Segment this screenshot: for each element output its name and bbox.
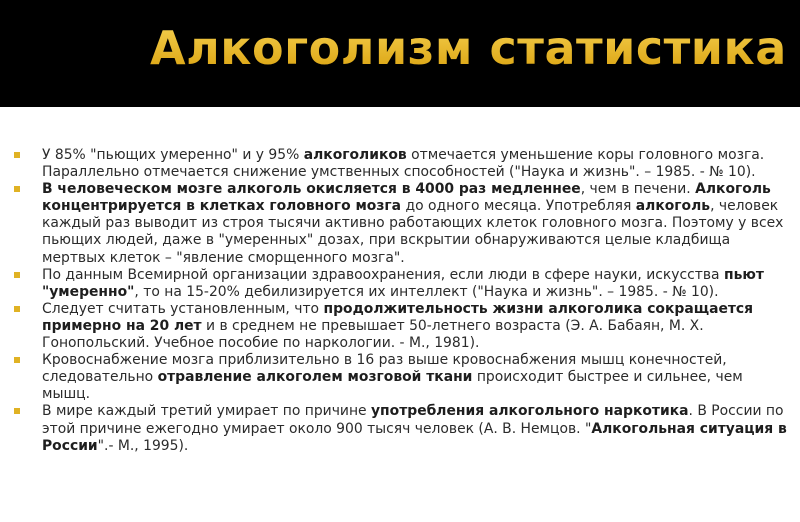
body-text: , то на 15-20% дебилизируется их интеллект ("Наука и жизнь". – 1985. - № 10). [134,283,719,300]
bullet-item [14,147,788,181]
body-text: У 85% "пьющих умеренно" и у 95% [42,147,304,163]
bullet-item [14,181,788,266]
body-text: и в среднем не превышает 50-летнего возраста (Э. А. Бабаян, М. Х. Гонопольский. Учебное пособие по наркологии. - М., 1981). [42,317,704,352]
square-bullet-icon [14,357,20,363]
bold-text: употребления алкогольного наркотика [371,403,689,420]
bullet-item [14,301,788,352]
body-text: В мире каждый третий умирает по причине [42,403,371,420]
body-text: происходит быстрее и сильнее, чем мышц. [42,369,743,403]
bullet-item [14,403,788,454]
square-bullet-icon [14,408,20,414]
bold-text: пьют "умеренно" [42,266,764,300]
bold-text: алкоголь [635,198,711,215]
square-bullet-icon [14,272,20,278]
bold-text: Алкогольная ситуация в России [42,420,787,454]
bold-text: отравление алкоголем мозговой ткани [157,369,473,386]
title-bar [0,0,800,107]
body-text: . В России по этой причине ежегодно умирает около 900 тысяч человек (А. В. Немцов. " [42,403,784,437]
body-text: По данным Всемирной организации здравоохранения, если люди в сфере науки, искусства [42,266,724,283]
square-bullet-icon [14,186,20,192]
bullet-item [14,267,788,301]
bold-text: алкоголиков [303,147,407,163]
bold-text: В человеческом мозге алкоголь окисляется в 4000 раз медленнее [42,181,581,198]
body-text: Кровоснабжение мозга приблизительно в 16 раз выше кровоснабжения мышц конечностей, следовательно [42,352,727,386]
body-text: отмечается уменьшение коры головного мозга. Параллельно отмечается снижение умственных способностей ("Наука и жизнь". – 1985. - № 10). [42,147,765,181]
bold-text: продолжительность жизни алкоголика сокращается примерно на 20 лет [42,300,754,334]
square-bullet-icon [14,306,20,312]
bold-text: Алкоголь концентрируется в клетках головного мозга [42,181,771,215]
bullet-item [14,352,788,403]
body-text: ".- М., 1995). [97,437,189,454]
square-bullet-icon [14,152,20,158]
body-text: Следует считать установленным, что [42,300,324,317]
body-text: , человек каждый раз выводит из строя тысячи активно работающих клеток головного мозга. Поэтому у всех пьющих людей, даже в "умеренных" дозах, при вскрытии обнаруживаются целые кладбища мертвых клеток – "явление сморщенного мозга". [42,198,784,266]
body-text: , чем в печени. [580,181,696,198]
slide-title: Алкоголизм статистика [150,21,787,75]
body-text: до одного месяца. Употребляя [401,198,636,215]
bullet-list [14,147,788,455]
